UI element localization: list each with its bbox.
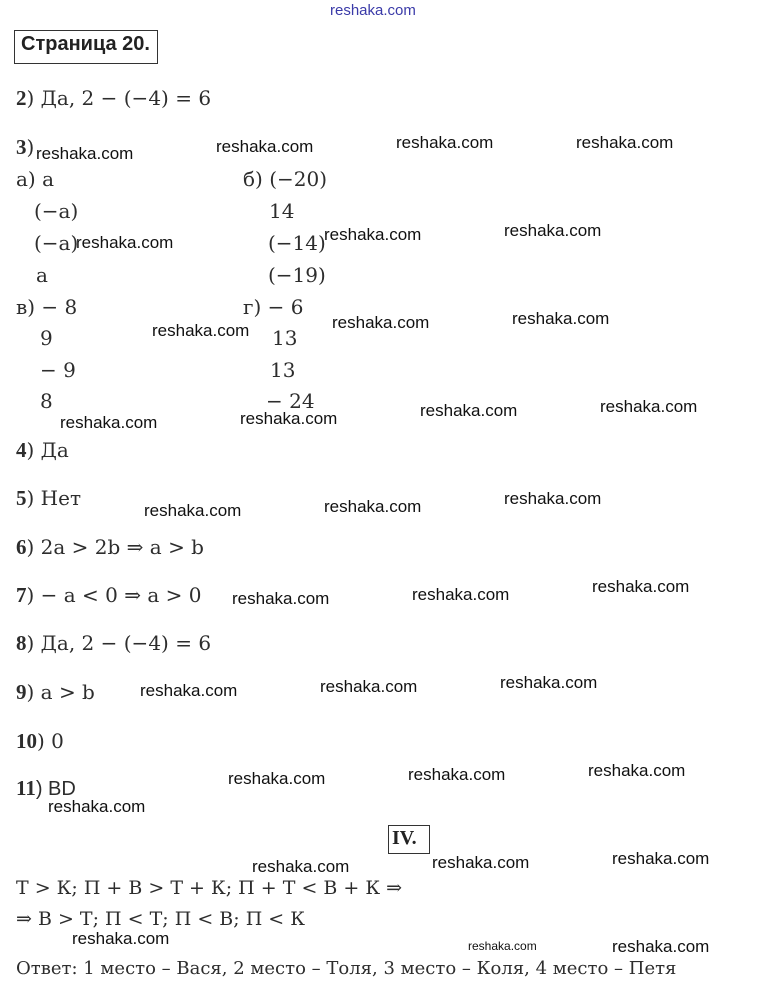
watermark: reshaka.com [232, 589, 330, 608]
item-number: 8 [16, 631, 27, 655]
watermark: reshaka.com [576, 133, 674, 152]
item-7 [16, 583, 202, 608]
sub-v-line-2: 9 [40, 326, 53, 350]
sub-a-line-1: а) a [16, 167, 55, 191]
watermark: reshaka.com [412, 585, 510, 604]
watermark: reshaka.com [60, 413, 158, 432]
watermark: reshaka.com [240, 409, 338, 428]
inequality-line-2: ⇒ В > Т; П < Т; П < В; П < К [16, 908, 305, 930]
watermark: reshaka.com [612, 937, 710, 956]
watermark: reshaka.com [420, 401, 518, 420]
item-text: ) 0 [37, 729, 64, 753]
small-watermark: reshaka.com [468, 939, 537, 953]
sub-a-line-3: (−a) [34, 231, 79, 255]
item-number: 6 [16, 535, 27, 559]
watermark: reshaka.com [48, 797, 146, 816]
watermark: reshaka.com [432, 853, 530, 872]
sub-v-line-1: в) − 8 [16, 295, 78, 319]
watermark: reshaka.com [324, 225, 422, 244]
item-10 [16, 729, 64, 754]
item-number: 7 [16, 583, 27, 607]
inequality-line-1: Т > К; П + В > Т + К; П + Т < В + К ⇒ [16, 877, 403, 899]
sub-g-line-1: г) − 6 [243, 295, 304, 319]
watermark: reshaka.com [500, 673, 598, 692]
top-watermark: reshaka.com [330, 2, 416, 19]
item-number: 3 [16, 135, 27, 159]
watermark: reshaka.com [396, 133, 494, 152]
item-number: 5 [16, 486, 27, 510]
watermark: reshaka.com [216, 137, 314, 156]
sub-a-line-2: (−a) [34, 199, 79, 223]
watermark: reshaka.com [512, 309, 610, 328]
watermark: reshaka.com [144, 501, 242, 520]
sub-g-line-3: 13 [270, 358, 296, 382]
sub-v-line-3: − 9 [40, 358, 76, 382]
watermark: reshaka.com [72, 929, 170, 948]
item-text: ) Да, 2 − (−4) = 6 [26, 631, 212, 655]
watermark: reshaka.com [504, 221, 602, 240]
item-text: ) a > b [26, 680, 95, 704]
sub-g-line-2: 13 [272, 326, 298, 350]
watermark: reshaka.com [332, 313, 430, 332]
section-title: IV. [392, 827, 417, 849]
watermark: reshaka.com [588, 761, 686, 780]
item-text: ) BD [35, 778, 76, 800]
item-text: ) 2a > 2b ⇒ a > b [26, 535, 204, 559]
sub-g-line-4: − 24 [266, 389, 315, 413]
watermark: reshaka.com [320, 677, 418, 696]
watermark: reshaka.com [612, 849, 710, 868]
item-text: ) [26, 135, 35, 159]
item-text: ) Да, 2 − (−4) = 6 [26, 86, 212, 110]
item-text: ) − a < 0 ⇒ a > 0 [26, 583, 202, 607]
sub-b-line-3: (−14) [268, 231, 326, 255]
page-title: Страница 20. [21, 33, 150, 55]
item-number: 11 [16, 776, 36, 800]
watermark: reshaka.com [152, 321, 250, 340]
item-number: 4 [16, 438, 27, 462]
watermark: reshaka.com [76, 233, 174, 252]
item-number: 10 [16, 729, 37, 753]
item-5 [16, 486, 81, 511]
watermark: reshaka.com [504, 489, 602, 508]
sub-b-line-4: (−19) [268, 263, 326, 287]
watermark: reshaka.com [252, 857, 350, 876]
watermark: reshaka.com [140, 681, 238, 700]
sub-b-line-1: б) (−20) [243, 167, 328, 191]
item-2 [16, 86, 211, 111]
watermark: reshaka.com [600, 397, 698, 416]
item-6 [16, 535, 204, 560]
watermark: reshaka.com [408, 765, 506, 784]
watermark: reshaka.com [228, 769, 326, 788]
watermark: reshaka.com [324, 497, 422, 516]
sub-v-line-4: 8 [40, 389, 53, 413]
sub-a-line-4: a [36, 263, 48, 287]
watermark: reshaka.com [36, 144, 134, 163]
item-4 [16, 438, 69, 463]
item-text: ) Да [26, 438, 69, 462]
answer-line: Ответ: 1 место – Вася, 2 место – Толя, 3 место – Коля, 4 место – Петя [16, 958, 677, 979]
item-number: 2 [16, 86, 27, 110]
item-text: ) Нет [26, 486, 82, 510]
sub-b-line-2: 14 [269, 199, 295, 223]
item-number: 9 [16, 680, 27, 704]
watermark: reshaka.com [592, 577, 690, 596]
item-9 [16, 680, 95, 705]
item-8 [16, 631, 211, 656]
item-3 [16, 135, 34, 160]
